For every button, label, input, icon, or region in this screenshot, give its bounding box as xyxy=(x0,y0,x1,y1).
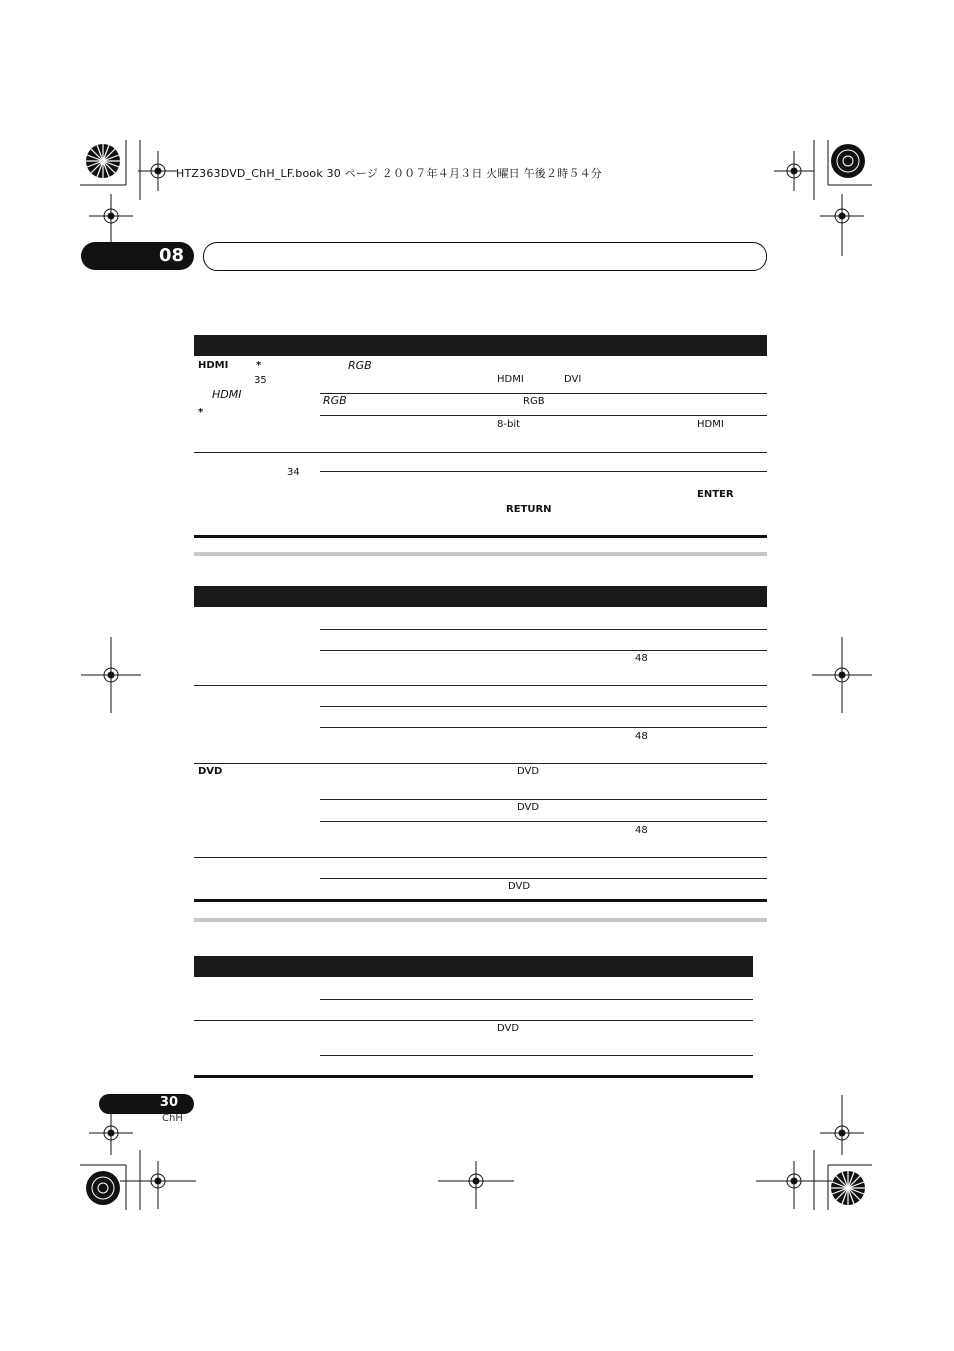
table2-row-divider xyxy=(194,763,767,764)
table1-return-key: RETURN xyxy=(506,504,552,515)
table3-row-divider xyxy=(194,1020,753,1021)
section-separator xyxy=(194,552,767,556)
chapter-title-box xyxy=(203,242,767,271)
table2-divider xyxy=(320,706,767,707)
table1-opt3-hdmi: HDMI xyxy=(697,419,724,430)
table1-row1-star1: * xyxy=(256,360,262,371)
table1-opt1-hdmi: HDMI xyxy=(497,374,524,385)
table2-bottom-rule xyxy=(194,899,767,902)
page-number: 30 xyxy=(159,1095,178,1110)
table1-row1-star2: * xyxy=(198,407,204,418)
table1-row2-ref: 34 xyxy=(287,467,300,478)
table2-ref-b: 48 xyxy=(635,731,648,742)
table1-row-divider xyxy=(194,452,767,453)
table1-enter-key: ENTER xyxy=(697,489,734,500)
table3-divider xyxy=(320,999,753,1000)
table1-divider xyxy=(320,393,767,394)
table2-divider xyxy=(320,821,767,822)
table2-divider xyxy=(320,727,767,728)
table2-divider xyxy=(320,629,767,630)
table1-divider xyxy=(320,415,767,416)
table1-row1-italic: HDMI xyxy=(212,388,242,401)
table2-divider xyxy=(320,799,767,800)
table2-row-divider xyxy=(194,685,767,686)
table3-bottom-rule xyxy=(194,1075,753,1078)
table1-row1-ref: 35 xyxy=(254,375,267,386)
table1-opt1-dvi: DVI xyxy=(564,374,582,385)
table2-divider xyxy=(320,878,767,879)
table1-header xyxy=(194,335,767,356)
section-separator xyxy=(194,918,767,922)
chapter-tab xyxy=(81,242,194,270)
table1-opt2-rgb-text: RGB xyxy=(523,396,545,407)
table1-opt2-rgb: RGB xyxy=(323,394,347,407)
chapter-number: 08 xyxy=(158,245,184,266)
table3-divider xyxy=(320,1055,753,1056)
table3-dvd: DVD xyxy=(497,1023,520,1034)
table1-opt1-rgb: RGB xyxy=(348,359,372,372)
table2-dvd-c: DVD xyxy=(508,881,531,892)
table2-dvd-b: DVD xyxy=(517,802,540,813)
table1-divider xyxy=(320,471,767,472)
language-code: ChH xyxy=(162,1113,183,1124)
table1-bottom-rule xyxy=(194,535,767,538)
table2-ref-a: 48 xyxy=(635,653,648,664)
table2-header xyxy=(194,586,767,607)
page-number-tab xyxy=(99,1094,194,1114)
table2-divider xyxy=(320,650,767,651)
table1-row1-label: HDMI xyxy=(198,360,229,371)
table2-dvd-label: DVD xyxy=(198,766,223,777)
file-header-line: HTZ363DVD_ChH_LF.book 30 ページ ２００７年４月３日 火曜日 午後２時５４分 xyxy=(176,167,602,180)
table2-dvd-a: DVD xyxy=(517,766,540,777)
table2-ref-c: 48 xyxy=(635,825,648,836)
table1-opt3-bit: 8-bit xyxy=(497,419,521,430)
table2-row-divider xyxy=(194,857,767,858)
table3-header xyxy=(194,956,753,977)
